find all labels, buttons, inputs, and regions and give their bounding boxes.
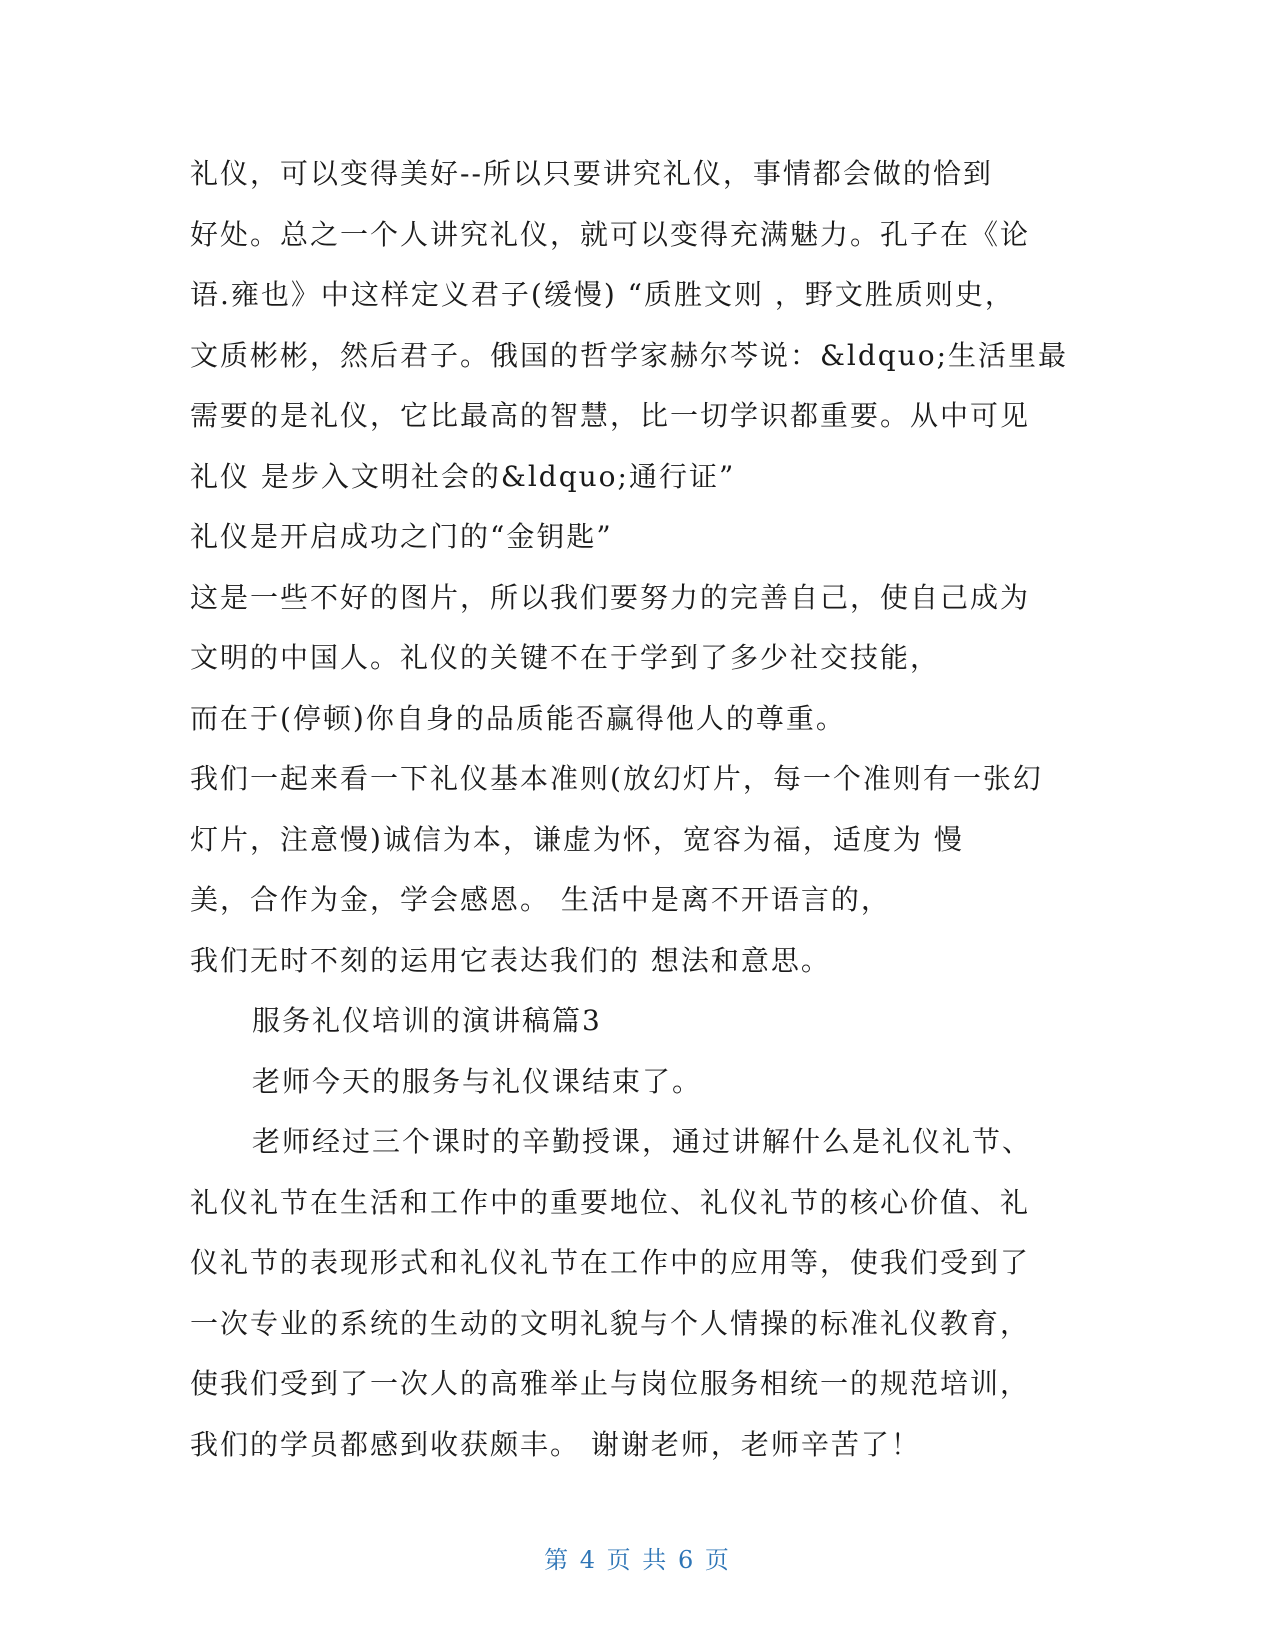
text-line: 礼仪是开启成功之门的“金钥匙”	[190, 520, 613, 553]
page-number-footer: 第 4 页 共 6 页	[544, 1546, 731, 1574]
text-line: 我们的学员都感到收获颇丰。 谢谢老师，老师辛苦了！	[190, 1427, 921, 1461]
section-heading: 服务礼仪培训的演讲稿篇3	[252, 1004, 602, 1037]
text-line: 需要的是礼仪，它比最高的智慧，比一切学识都重要。从中可见	[190, 399, 1031, 432]
text-line: 文质彬彬，然后君子。俄国的哲学家赫尔芩说：&ldquo;生活里最	[190, 338, 1069, 372]
text-line: 我们无时不刻的运用它表达我们的 想法和意思。	[190, 943, 831, 977]
text-line: 好处。总之一个人讲究礼仪，就可以变得充满魅力。孔子在《论	[190, 217, 1031, 251]
text-line: 文明的中国人。礼仪的关键不在于学到了多少社交技能，	[190, 641, 941, 674]
text-line: 我们一起来看一下礼仪基本准则(放幻灯片，每一个准则有一张幻	[190, 762, 1043, 795]
text-line: 灯片，注意慢)诚信为本，谦虚为怀，宽容为福，适度为 慢	[190, 822, 964, 856]
text-line: 一次专业的系统的生动的文明礼貌与个人情操的标准礼仪教育，	[190, 1306, 1031, 1340]
text-line: 语.雍也》中这样定义君子(缓慢) “质胜文则 ，野文胜质则史，	[190, 278, 1015, 311]
text-line: 礼仪礼节在生活和工作中的重要地位、礼仪礼节的核心价值、礼	[190, 1185, 1031, 1219]
text-line: 礼仪 是步入文明社会的&ldquo;通行证”	[190, 459, 736, 493]
text-line: 老师经过三个课时的辛勤授课，通过讲解什么是礼仪礼节、	[252, 1125, 1033, 1158]
text-line: 这是一些不好的图片，所以我们要努力的完善自己，使自己成为	[190, 580, 1031, 614]
text-line: 老师今天的服务与礼仪课结束了。	[252, 1064, 703, 1098]
document-body	[190, 144, 1090, 1475]
text-line: 使我们受到了一次人的高雅举止与岗位服务相统一的规范培训，	[190, 1367, 1031, 1400]
text-line: 美，合作为金，学会感恩。 生活中是离不开语言的，	[190, 883, 891, 916]
text-line: 礼仪，可以变得美好--所以只要讲究礼仪，事情都会做的恰到	[190, 157, 993, 190]
text-line: 仪礼节的表现形式和礼仪礼节在工作中的应用等，使我们受到了	[190, 1246, 1031, 1279]
text-line: 而在于(停顿)你自身的品质能否赢得他人的尊重。	[190, 701, 846, 735]
